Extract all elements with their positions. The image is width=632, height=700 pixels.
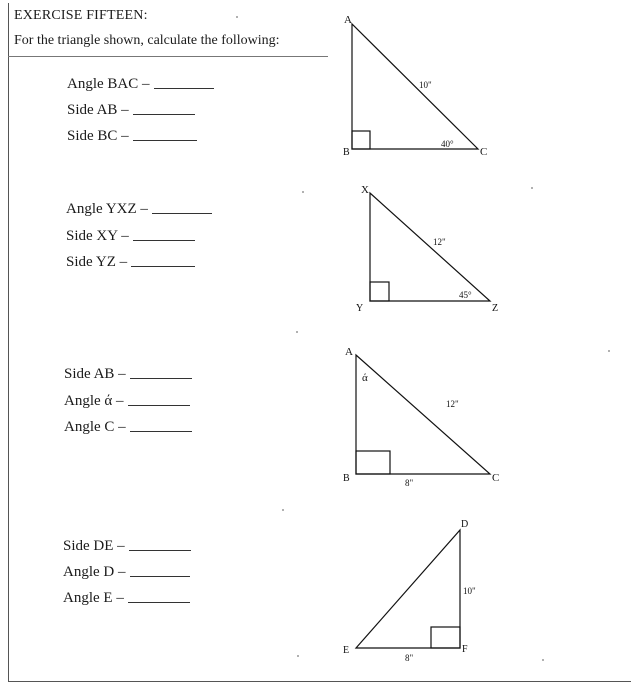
exercise-title: EXERCISE FIFTEEN: <box>14 8 148 23</box>
angle-c-label: 40° <box>441 139 454 149</box>
question-label: Angle C – <box>64 419 126 435</box>
question-label: Side XY – <box>66 228 129 244</box>
scan-speck <box>296 331 298 333</box>
scan-speck <box>542 659 544 661</box>
question-label: Angle E – <box>63 590 124 606</box>
instructions: For the triangle shown, calculate the following: <box>14 33 280 48</box>
hypotenuse-label: 12" <box>433 237 446 247</box>
triangle-abc-2 <box>356 355 490 474</box>
scan-speck <box>282 509 284 511</box>
vertex-c-label: C <box>492 472 500 484</box>
vertex-d-label: D <box>461 519 469 530</box>
question-label: Angle BAC – <box>67 76 150 92</box>
vertex-a-label: A <box>345 346 353 358</box>
question-label: Side AB – <box>64 366 126 382</box>
vertex-b-label: B <box>343 147 350 158</box>
question-label: Side AB – <box>67 102 129 118</box>
scan-speck <box>531 187 533 189</box>
triangle-def <box>356 530 460 648</box>
question-label: Side DE – <box>63 538 125 554</box>
question-label: Angle D – <box>63 564 126 580</box>
question-label: Angle YXZ – <box>66 201 148 217</box>
hypotenuse-label: 12" <box>446 399 459 409</box>
angle-alpha-label: ά <box>362 372 368 384</box>
scan-speck <box>608 350 610 352</box>
scan-speck <box>236 16 238 18</box>
triangle-abc <box>352 24 478 149</box>
base-label: 8" <box>405 653 414 663</box>
vertex-f-label: F <box>462 644 468 655</box>
scan-speck <box>297 655 299 657</box>
vertex-e-label: E <box>343 645 350 656</box>
vertex-c-label: C <box>480 146 488 158</box>
question-label: Side YZ – <box>66 254 128 270</box>
vertex-y-label: Y <box>356 303 364 314</box>
base-label: 8" <box>405 478 414 488</box>
vertex-z-label: Z <box>492 303 499 314</box>
hypotenuse-label: 10" <box>419 80 432 90</box>
scan-speck <box>302 191 304 193</box>
angle-z-label: 45° <box>459 290 472 300</box>
question-label: Angle ά – <box>64 393 124 409</box>
vertex-b-label: B <box>343 473 350 484</box>
vertical-side-label: 10" <box>463 586 476 596</box>
vertex-x-label: X <box>361 184 369 196</box>
vertex-a-label: A <box>344 14 352 26</box>
triangle-xyz <box>370 193 490 301</box>
question-label: Side BC – <box>67 128 129 144</box>
